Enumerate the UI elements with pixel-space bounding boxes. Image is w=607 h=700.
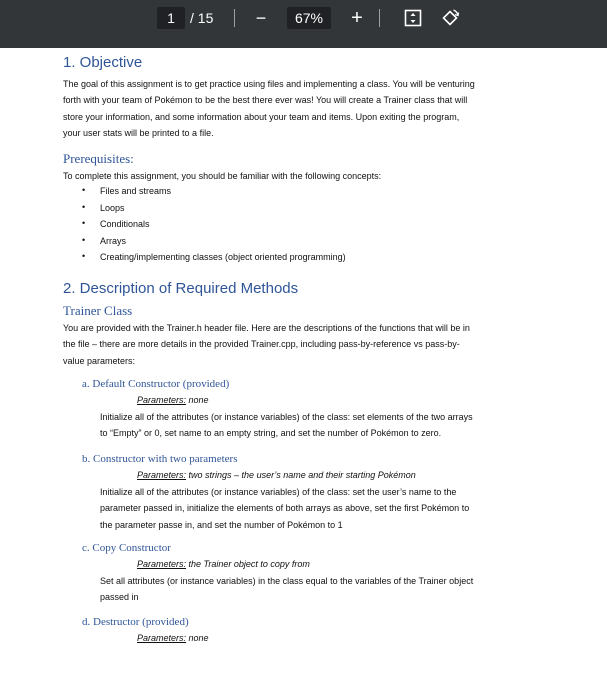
prereq-item: Creating/implementing classes (object oriented programming) [100, 252, 346, 262]
method-a-title: a. Default Constructor (provided) [82, 378, 230, 390]
bullet-icon: • [82, 218, 86, 228]
trainer-line: You are provided with the Trainer.h header file. Here are the descriptions of the functions that will be in [63, 323, 470, 333]
method-c-title: c. Copy Constructor [82, 542, 171, 554]
toolbar-divider [379, 9, 380, 27]
bullet-icon: • [82, 235, 86, 245]
pdf-page [0, 48, 607, 700]
section-2-heading: 2. Description of Required Methods [63, 280, 299, 297]
trainer-paragraph [63, 320, 470, 369]
description-line: parameter passed in, initialize the elements of both arrays as above, set the first Pokémon to [100, 503, 470, 514]
section-1-heading: 1. Objective [63, 54, 143, 71]
trainer-class-heading: Trainer Class [63, 303, 133, 318]
objective-line: your user stats will be printed to a file. [63, 128, 214, 139]
rotate-button[interactable] [437, 5, 463, 31]
toolbar-divider [234, 9, 235, 27]
description-line: Initialize all of the attributes (or instance variables) of the class: set the user’s name to the [100, 487, 457, 497]
description-line: to “Empty” or 0, set name to an empty string, and set the number of Pokémon to zero. [100, 428, 442, 439]
method-a-description [100, 409, 473, 442]
parameters-label: Parameters: [137, 559, 187, 569]
description-line: the parameter passe in, and set the number of Pokémon to 1 [100, 519, 343, 530]
pdf-toolbar [0, 0, 607, 48]
page-number-input[interactable]: 1 [157, 7, 185, 29]
zoom-level-input[interactable]: 67% [287, 7, 331, 29]
parameters-value: the Trainer object to copy from [186, 559, 310, 569]
parameters-label: Parameters: [137, 633, 187, 643]
objective-line: forth with your team of Pokémon to be the best there ever was! You will create a Trainer class that will [63, 95, 468, 106]
prereq-item: Files and streams [100, 186, 172, 196]
parameters-label: Parameters: [137, 470, 187, 480]
parameters-value: none [186, 633, 209, 643]
method-a-parameters [137, 395, 209, 405]
prereq-item: Loops [100, 203, 125, 213]
trainer-line: the file – there are more details in the provided Trainer.cpp, including pass-by-reference vs pass-by- [63, 339, 460, 350]
trainer-line: value parameters: [63, 355, 136, 366]
zoom-out-button[interactable]: − [255, 7, 267, 28]
prerequisites-intro: To complete this assignment, you should be familiar with the following concepts: [63, 171, 382, 181]
description-line: Set all attributes (or instance variables) in the class equal to the variables of the Trainer object [100, 576, 474, 586]
rotate-icon [440, 8, 460, 28]
bullet-icon: • [82, 251, 86, 261]
parameters-label: Parameters: [137, 395, 187, 405]
method-c-parameters [137, 559, 310, 569]
method-c-description [100, 573, 473, 606]
objective-line: store your information, and some information about your team and items. Upon exiting the program, [63, 111, 460, 122]
method-b-description [100, 484, 469, 533]
fit-to-page-button[interactable] [400, 5, 426, 31]
page-total-label: / 15 [190, 10, 214, 26]
bullet-icon: • [82, 185, 86, 195]
method-d-title: d. Destructor (provided) [82, 616, 189, 628]
prerequisites-heading: Prerequisites: [63, 151, 134, 166]
objective-line: The goal of this assignment is to get practice using files and implementing a class. You will be venturing [63, 79, 475, 89]
prereq-item: Arrays [100, 236, 127, 246]
description-line: passed in [100, 592, 139, 603]
fit-to-page-icon [403, 8, 423, 28]
description-line: Initialize all of the attributes (or instance variables) of the class: set elements of the two arrays [100, 412, 473, 422]
parameters-value: two strings – the user’s name and their starting Pokémon [186, 470, 416, 480]
objective-paragraph [63, 76, 475, 142]
bullet-icon: • [82, 202, 86, 212]
method-b-title: b. Constructor with two parameters [82, 453, 238, 465]
zoom-in-button[interactable]: + [351, 6, 363, 29]
prereq-item: Conditionals [100, 219, 150, 229]
parameters-value: none [186, 395, 209, 405]
method-d-parameters [137, 633, 209, 643]
method-b-parameters [137, 470, 416, 480]
